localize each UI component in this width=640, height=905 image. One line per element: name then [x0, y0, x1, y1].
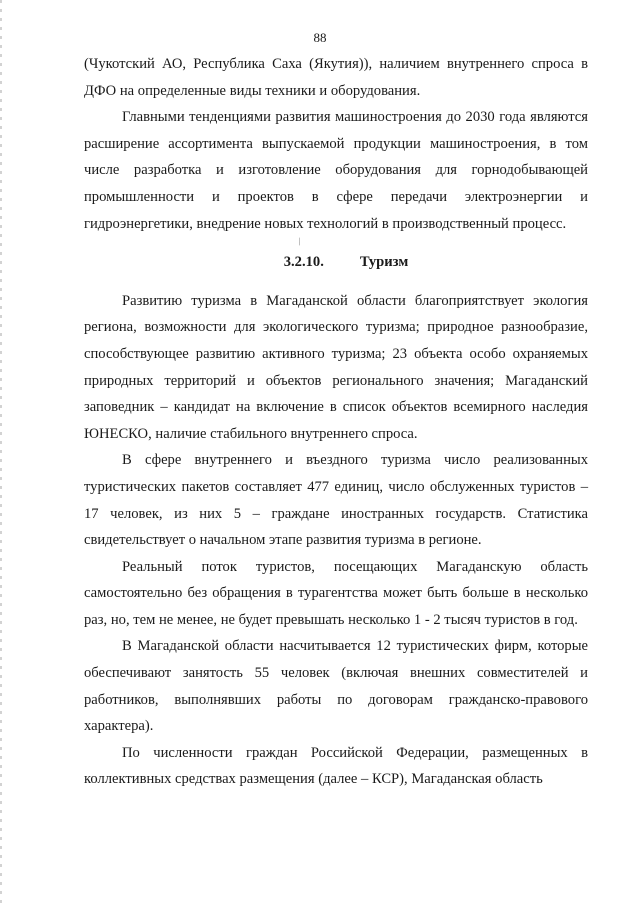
- page-number: 88: [313, 30, 327, 45]
- page-body: [84, 51, 588, 793]
- paragraph-continuation: (Чукотский АО, Республика Саха (Якутия)), наличием внутреннего спроса в ДФО на определенные виды техники и оборудования.: [84, 56, 588, 99]
- scan-edge-artifact: [0, 0, 2, 905]
- section-heading: [84, 249, 588, 276]
- paragraph-ksr-accommodation: По численности граждан Российской Федерации, размещенных в коллективных средствах размещения (далее – КСР), Магаданская область: [84, 744, 588, 788]
- paragraph-tourism-firms: В Магаданской области насчитывается 12 туристических фирм, которые обеспечивают занятость 55 человек (включая внешних совместителей и работников, выполнявших работы по договорам гражданско-правового характера).: [84, 638, 588, 735]
- section-title: Туризм: [359, 254, 409, 271]
- paragraph-tourist-flow: Реальный поток туристов, посещающих Магаданскую область самостоятельно без обращения в турагентства может быть больше в несколько раз, но, тем не менее, не будет превышать несколько 1 - 2 тысяч туристов в год.: [84, 558, 588, 628]
- paragraph-tourism-statistics: В сфере внутреннего и въездного туризма число реализованных туристических пакетов составляет 477 единиц, число обслуженных туристов – 17 человек, из них 5 – граждане иностранных государств. Статистика свидетельствует о начальном этапе развития туризма в регионе.: [84, 452, 588, 549]
- paragraph-machine-building-trends: Главными тенденциями развития машиностроения до 2030 года являются расширение ассортимента выпускаемой продукции машиностроения, в том числе разработка и изготовление оборудования для горнодобывающей промышленности и проектов в сфере передачи электроэнергии и гидроэнергетики, внедрение новых технологий в производственный процесс.: [84, 109, 588, 232]
- paragraph-tourism-advantages: Развитию туризма в Магаданской области благоприятствует экология региона, возможности для экологического туризма; природное разнообразие, способствующее развитию активного туризма; 23 объекта особо охраняемых природных территорий и объектов регионального значения; Магаданский заповедник – кандидат на включение в список объектов всемирного наследия ЮНЕСКО, наличие стабильного внутреннего спроса.: [84, 292, 588, 442]
- stray-pen-mark: /: [296, 235, 304, 249]
- section-number: 3.2.10.: [283, 254, 324, 271]
